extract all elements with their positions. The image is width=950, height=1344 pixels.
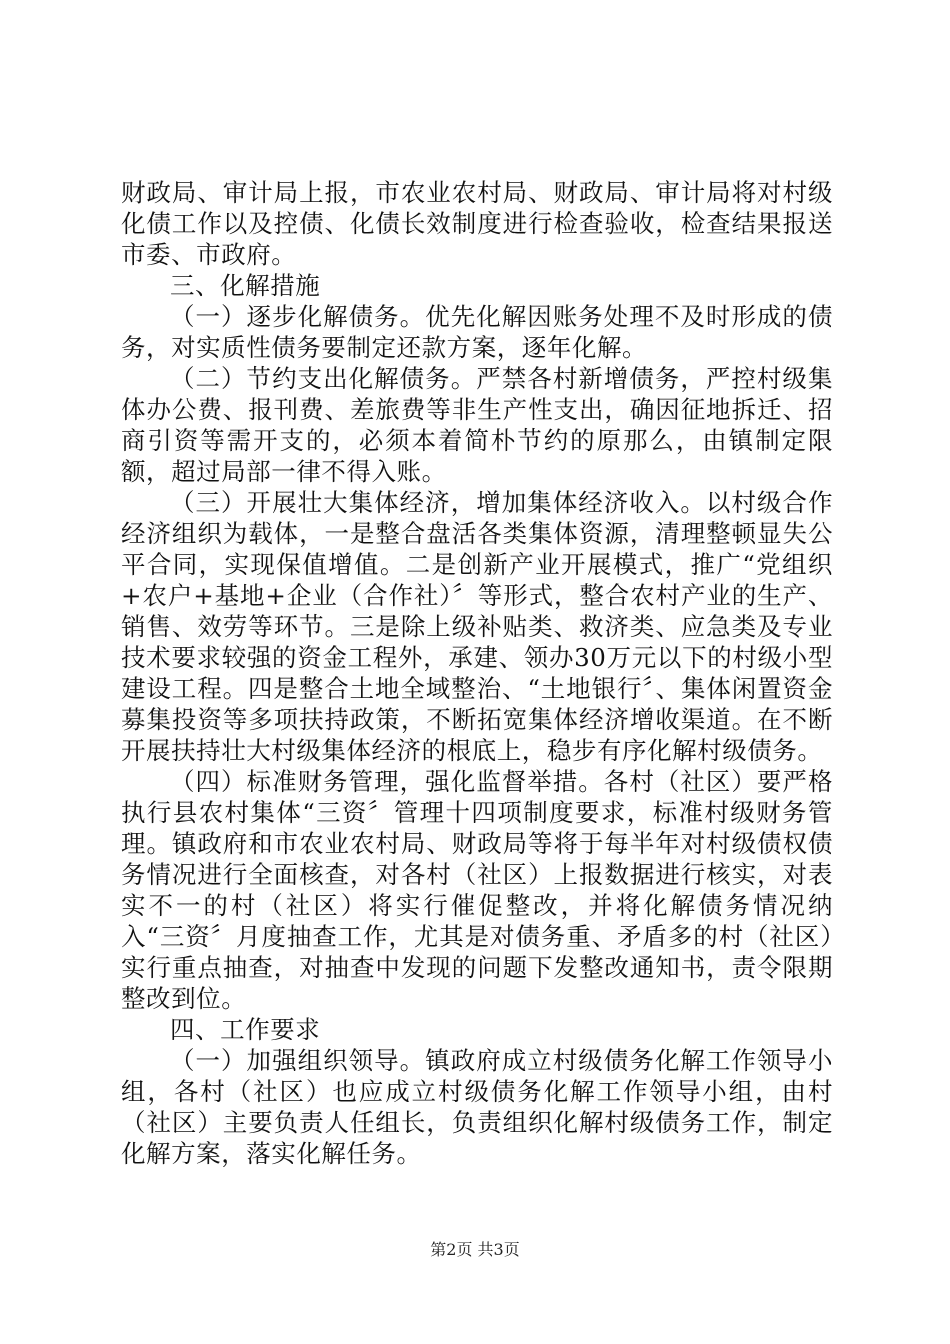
paragraph-requirement-1: （一）加强组织领导。镇政府成立村级债务化解工作领导小组，各村（社区）也应成立村级债务化解工作领导小组，由村（社区）主要负责人任组长，负责组织化解村级债务工作，制定化解方案，落实化解任务。	[121, 1046, 833, 1168]
paragraph-measure-1: （一）逐步化解债务。优先化解因账务处理不及时形成的债务，对实质性债务要制定还款方案，逐年化解。	[121, 302, 833, 362]
section-heading-measures: 三、化解措施	[170, 271, 321, 300]
page-number-footer: 第2页 共3页	[430, 1240, 520, 1259]
paragraph-measure-4: （四）标准财务管理，强化监督举措。各村（社区）要严格执行县农村集体“三资〞管理十四项制度要求，标准村级财务管理。镇政府和市农业农村局、财政局等将于每半年对村级债权债务情况进行全面核查，对各村（社区）上报数据进行核实，对表实不一的村（社区）将实行催促整改，并将化解债务情况纳入“三资〞月度抽查工作，尤其是对债务重、矛盾多的村（社区）实行重点抽查，对抽查中发现的问题下发整改通知书，责令限期整改到位。	[121, 767, 833, 1013]
paragraph-measure-3: （三）开展壮大集体经济，增加集体经济收入。以村级合作经济组织为载体，一是整合盘活各类集体资源，清理整顿显失公平合同，实现保值增值。二是创新产业开展模式，推广“党组织+农户+基地+企业（合作社）〞等形式，整合农村产业的生产、销售、效劳等环节。三是除上级补贴类、救济类、应急类及专业技术要求较强的资金工程外，承建、领办30万元以下的村级小型建设工程。四是整合土地全域整治、“土地银行〞、集体闲置资金募集投资等多项扶持政策，不断拓宽集体经济增收渠道。在不断开展扶持壮大村级集体经济的根底上，稳步有序化解村级债务。	[121, 488, 833, 765]
document-body	[121, 177, 833, 1169]
paragraph-measure-2: （二）节约支出化解债务。严禁各村新增债务，严控村级集体办公费、报刊费、差旅费等非生产性支出，确因征地拆迁、招商引资等需开支的，必须本着简朴节约的原那么，由镇制定限额，超过局部一律不得入账。	[121, 364, 833, 486]
section-heading-requirements: 四、工作要求	[170, 1015, 321, 1044]
paragraph-continued: 财政局、审计局上报，市农业农村局、财政局、审计局将对村级化债工作以及控债、化债长效制度进行检查验收，检查结果报送市委、市政府。	[121, 178, 833, 269]
